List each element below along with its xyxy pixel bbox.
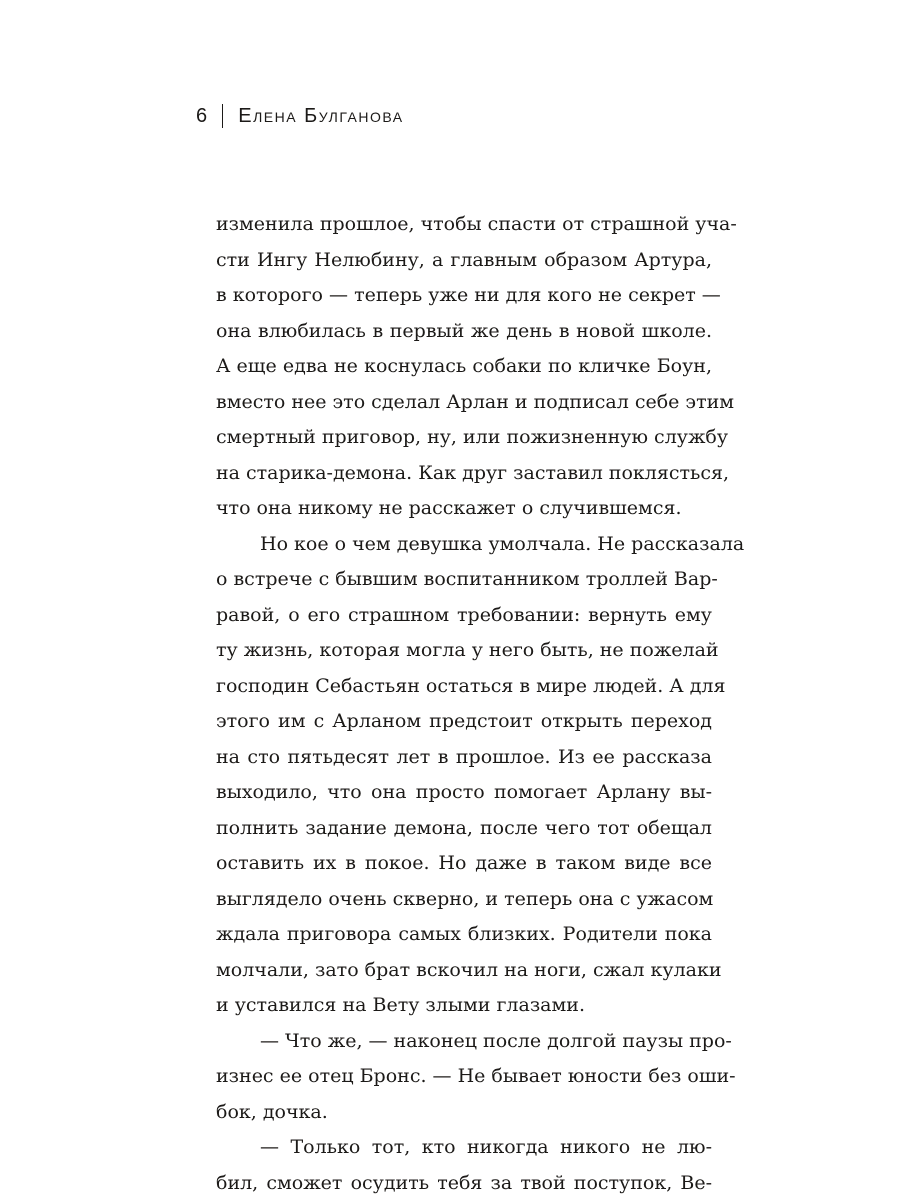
text-line: вместо нее это сделал Арлан и подписал себе этим <box>216 385 712 421</box>
text-line: изменила прошлое, чтобы спасти от страшной уча- <box>216 207 712 243</box>
text-line: сти Ингу Нелюбину, а главным образом Артура, <box>216 243 712 279</box>
text-line: изнес ее отец Бронс. — Не бывает юности без оши- <box>216 1059 712 1095</box>
text-line: молчали, зато брат вскочил на ноги, сжал кулаки <box>216 953 712 989</box>
dialogue-first-line: — Что же, — наконец после долгой паузы про- <box>216 1024 712 1060</box>
text-line: ждала приговора самых близких. Родители пока <box>216 917 712 953</box>
text-line: бок, дочка. <box>216 1095 712 1131</box>
page-number: 6 <box>196 105 208 128</box>
text-line: смертный приговор, ну, или пожизненную службу <box>216 420 712 456</box>
header-divider <box>222 104 224 128</box>
dialogue-first-line: — Только тот, кто никогда никого не лю- <box>216 1130 712 1166</box>
text-line: о встрече с бывшим воспитанником троллей Вар- <box>216 562 712 598</box>
text-line: этого им с Арланом предстоит открыть переход <box>216 704 712 740</box>
author-name: Елена Булганова <box>238 105 403 128</box>
text-line: полнить задание демона, после чего тот обещал <box>216 811 712 847</box>
text-line: бил, сможет осудить тебя за твой поступок, Ве- <box>216 1166 712 1201</box>
running-head <box>196 101 404 131</box>
paragraph-first-line: Но кое о чем девушка умолчала. Не рассказала <box>216 527 712 563</box>
text-line: А еще едва не коснулась собаки по кличке Боун, <box>216 349 712 385</box>
text-line: оставить их в покое. Но даже в таком виде все <box>216 846 712 882</box>
text-line: ту жизнь, которая могла у него быть, не пожелай <box>216 633 712 669</box>
text-line: что она никому не расскажет о случившемся. <box>216 491 712 527</box>
text-line: выглядело очень скверно, и теперь она с ужасом <box>216 882 712 918</box>
text-line: на сто пятьдесят лет в прошлое. Из ее рассказа <box>216 740 712 776</box>
text-line: она влюбилась в первый же день в новой школе. <box>216 314 712 350</box>
text-line: господин Себастьян остаться в мире людей. А для <box>216 669 712 705</box>
body-text <box>216 207 712 1201</box>
text-line: и уставился на Вету злыми глазами. <box>216 988 712 1024</box>
text-line: выходило, что она просто помогает Арлану вы- <box>216 775 712 811</box>
text-line: на старика-демона. Как друг заставил поклясться, <box>216 456 712 492</box>
text-line: в которого — теперь уже ни для кого не секрет — <box>216 278 712 314</box>
text-line: равой, о его страшном требовании: вернуть ему <box>216 598 712 634</box>
